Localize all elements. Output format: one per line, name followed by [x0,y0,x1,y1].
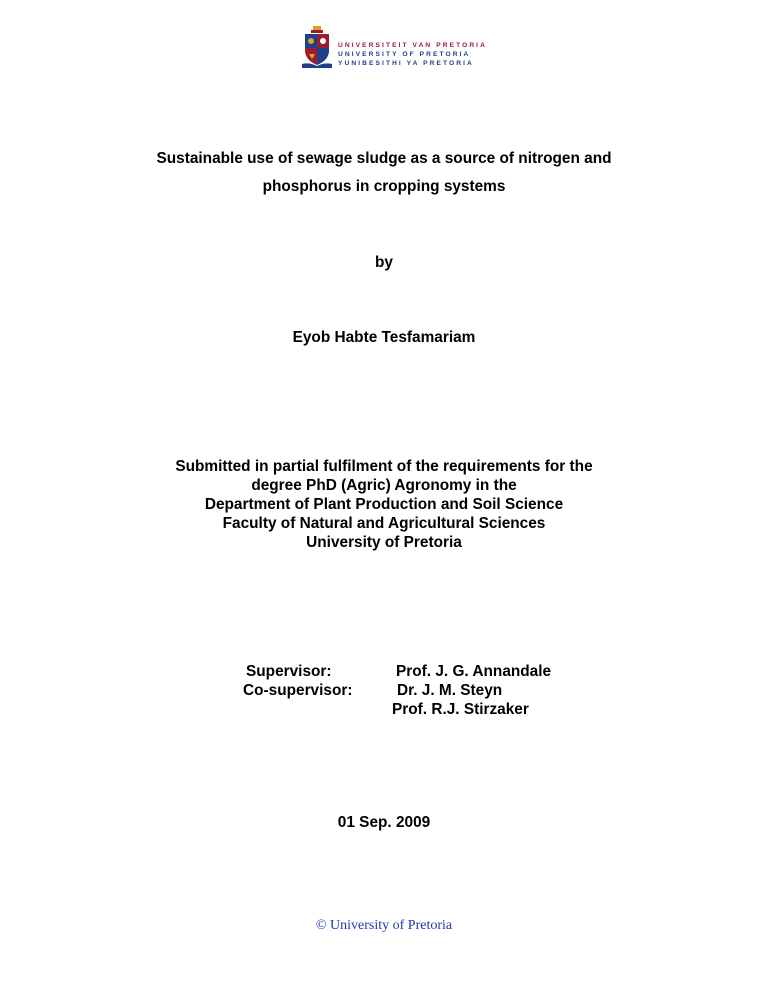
by-label: by [375,254,393,271]
thesis-title-line-1: Sustainable use of sewage sludge as a source of nitrogen and [156,150,612,167]
university-logo [302,26,487,72]
cosupervisor-name: Prof. R.J. Stirzaker [392,701,529,718]
submission-line: Faculty of Natural and Agricultural Sciences [222,515,546,532]
submission-line: Department of Plant Production and Soil Science [204,496,564,513]
submission-line: degree PhD (Agric) Agronomy in the [251,477,517,494]
author-name: Eyob Habte Tesfamariam [292,329,476,346]
university-name-lines [338,41,487,68]
university-name-english: UNIVERSITY OF PRETORIA [338,51,471,58]
university-name-sepedi: YUNIBESITHI YA PRETORIA [338,60,474,67]
submission-statement [0,457,768,552]
cosupervisor-label: Co-supervisor: [243,682,353,699]
submission-date: 01 Sep. 2009 [337,814,431,831]
copyright-notice: © University of Pretoria [315,918,453,933]
supervisor-name: Prof. J. G. Annandale [396,663,552,680]
submission-line: University of Pretoria [306,534,462,551]
university-name-afrikaans: UNIVERSITEIT VAN PRETORIA [338,42,487,49]
supervisor-label: Supervisor: [246,663,332,680]
university-crest-icon [302,26,332,68]
thesis-title-line-2: phosphorus in cropping systems [262,178,506,195]
thesis-title [0,145,768,201]
submission-line: Submitted in partial fulfilment of the requirements for the [175,458,593,475]
cosupervisor-name: Dr. J. M. Steyn [397,682,503,699]
